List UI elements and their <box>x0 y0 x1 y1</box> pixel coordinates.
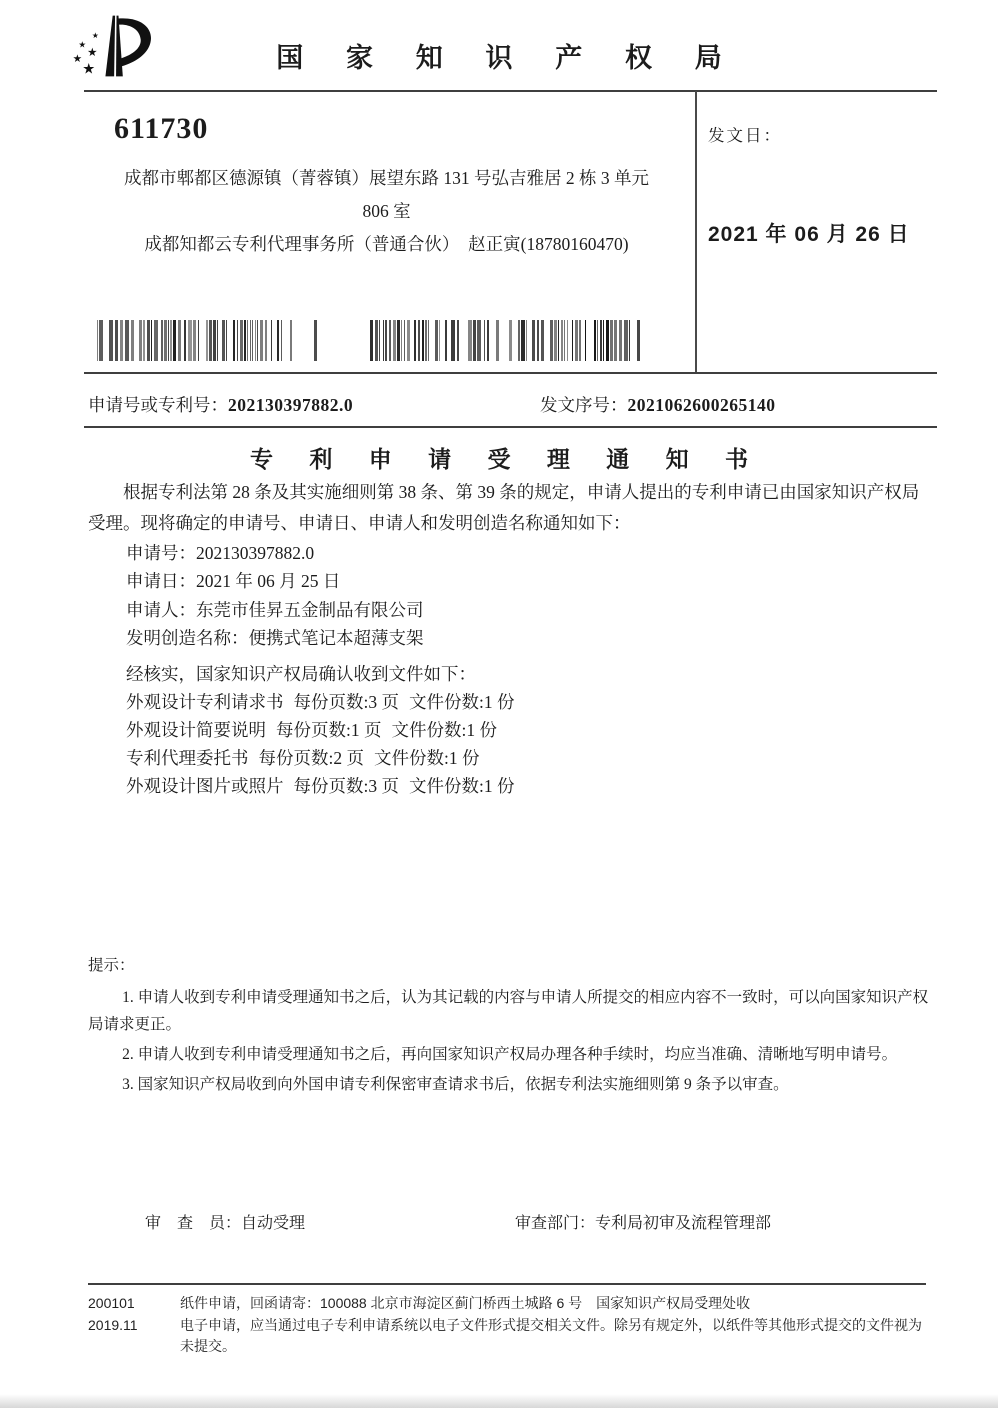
received-documents <box>126 660 886 800</box>
barcode-serial <box>368 320 651 361</box>
agency-title: 国 家 知 识 产 权 局 <box>276 43 740 73</box>
svg-text:★: ★ <box>82 61 96 78</box>
received-documents-heading: 经核实，国家知识产权局确认收到文件如下： <box>126 664 476 684</box>
recipient-block <box>88 112 685 261</box>
application-number-label: 申请号或专利号： <box>88 395 228 415</box>
dispatch-date-label: 发文日： <box>708 126 782 145</box>
serial-number-field <box>540 392 776 417</box>
field-applicant: 申请人：东莞市佳昇五金制品有限公司 <box>126 599 424 620</box>
dispatch-date-value: 2021 年 06 月 26 日 <box>708 223 910 246</box>
divider-top <box>84 90 937 92</box>
serial-number-value: 2021062600265140 <box>627 395 776 415</box>
divider-under-barcodes <box>84 372 937 374</box>
footer-instructions <box>180 1293 928 1358</box>
received-doc-row: 外观设计专利请求书 每份页数:3 页 文件份数:1 份 <box>126 692 515 712</box>
note-item-1: 1. 申请人收到专利申请受理通知书之后，认为其记载的内容与申请人所提交的相应内容不一致时，可以向国家知识产权局请求更正。 <box>88 989 929 1033</box>
received-doc-row: 专利代理委托书 每份页数:2 页 文件份数:1 份 <box>126 748 480 768</box>
application-number-field <box>88 392 353 417</box>
footer-paper-line: 纸件申请，回函请寄：100088 北京市海淀区蓟门桥西土城路 6 号 国家知识产权局受理处收 <box>180 1295 751 1311</box>
recipient-address-line1: 成都市郫都区德源镇（菁蓉镇）展望东路 131 号弘吉雅居 2 栋 3 单元 <box>124 168 649 188</box>
footer-electronic-line: 电子申请，应当通过电子专利申请系统以电子文件形式提交相关文件。除另有规定外，以纸件等其他形式提交的文件视为未提交。 <box>180 1316 922 1354</box>
divider-vertical <box>695 91 697 372</box>
divider-footer <box>88 1283 926 1285</box>
recipient-agent-line: 成都知都云专利代理事务所（普通合伙） 赵正寅(18780160470) <box>144 234 629 254</box>
form-code-block <box>88 1293 176 1336</box>
received-doc-row: 外观设计图片或照片 每份页数:3 页 文件份数:1 份 <box>126 776 515 796</box>
note-item-3: 3. 国家知识产权局收到向外国申请专利保密审查请求书后，依据专利法实施细则第 9 条予以审查。 <box>122 1076 789 1093</box>
dispatch-date-box <box>708 122 928 248</box>
received-doc-row: 外观设计简要说明 每份页数:1 页 文件份数:1 份 <box>126 720 497 740</box>
application-number-value: 202130397882.0 <box>228 395 354 415</box>
department-label: 审查部门： <box>515 1215 596 1232</box>
notes-label: 提示： <box>88 957 135 974</box>
recipient-address-line2: 806 室 <box>362 201 411 221</box>
svg-text:★: ★ <box>78 40 87 51</box>
field-application-number: 申请号：202130397882.0 <box>126 543 315 563</box>
postal-code: 611730 <box>114 112 209 145</box>
barcode-application <box>97 320 318 361</box>
svg-text:★: ★ <box>91 30 99 40</box>
form-code: 200101 <box>88 1295 135 1311</box>
note-item-2: 2. 申请人收到专利申请受理通知书之后，再向国家知识产权局办理各种手续时，均应当准确、清晰地写明申请号。 <box>122 1046 898 1063</box>
application-fields <box>126 539 826 653</box>
form-date: 2019.11 <box>88 1316 138 1333</box>
divider-under-reference <box>84 426 937 428</box>
examiner-field <box>145 1210 305 1233</box>
svg-text:★: ★ <box>72 51 83 65</box>
notice-intro: 根据专利法第 28 条及其实施细则第 38 条、第 39 条的规定，申请人提出的专利申请已由国家知识产权局受理。现将确定的申请号、申请日、申请人和发明创造名称通知如下： <box>88 482 920 533</box>
serial-number-label: 发文序号： <box>540 395 628 415</box>
svg-text:★: ★ <box>87 45 98 60</box>
notes-section <box>88 952 938 1101</box>
examiner-label: 审 查 员： <box>145 1215 242 1232</box>
field-invention-title: 发明创造名称：便携式笔记本超薄支架 <box>126 628 424 649</box>
field-application-date: 申请日：2021 年 06 月 25 日 <box>126 571 341 592</box>
examiner-value: 自动受理 <box>241 1215 306 1232</box>
scan-edge-shadow <box>0 1394 998 1408</box>
department-field <box>515 1210 771 1233</box>
notice-title: 专 利 申 请 受 理 通 知 书 <box>249 446 764 472</box>
department-value: 专利局初审及流程管理部 <box>595 1215 772 1232</box>
